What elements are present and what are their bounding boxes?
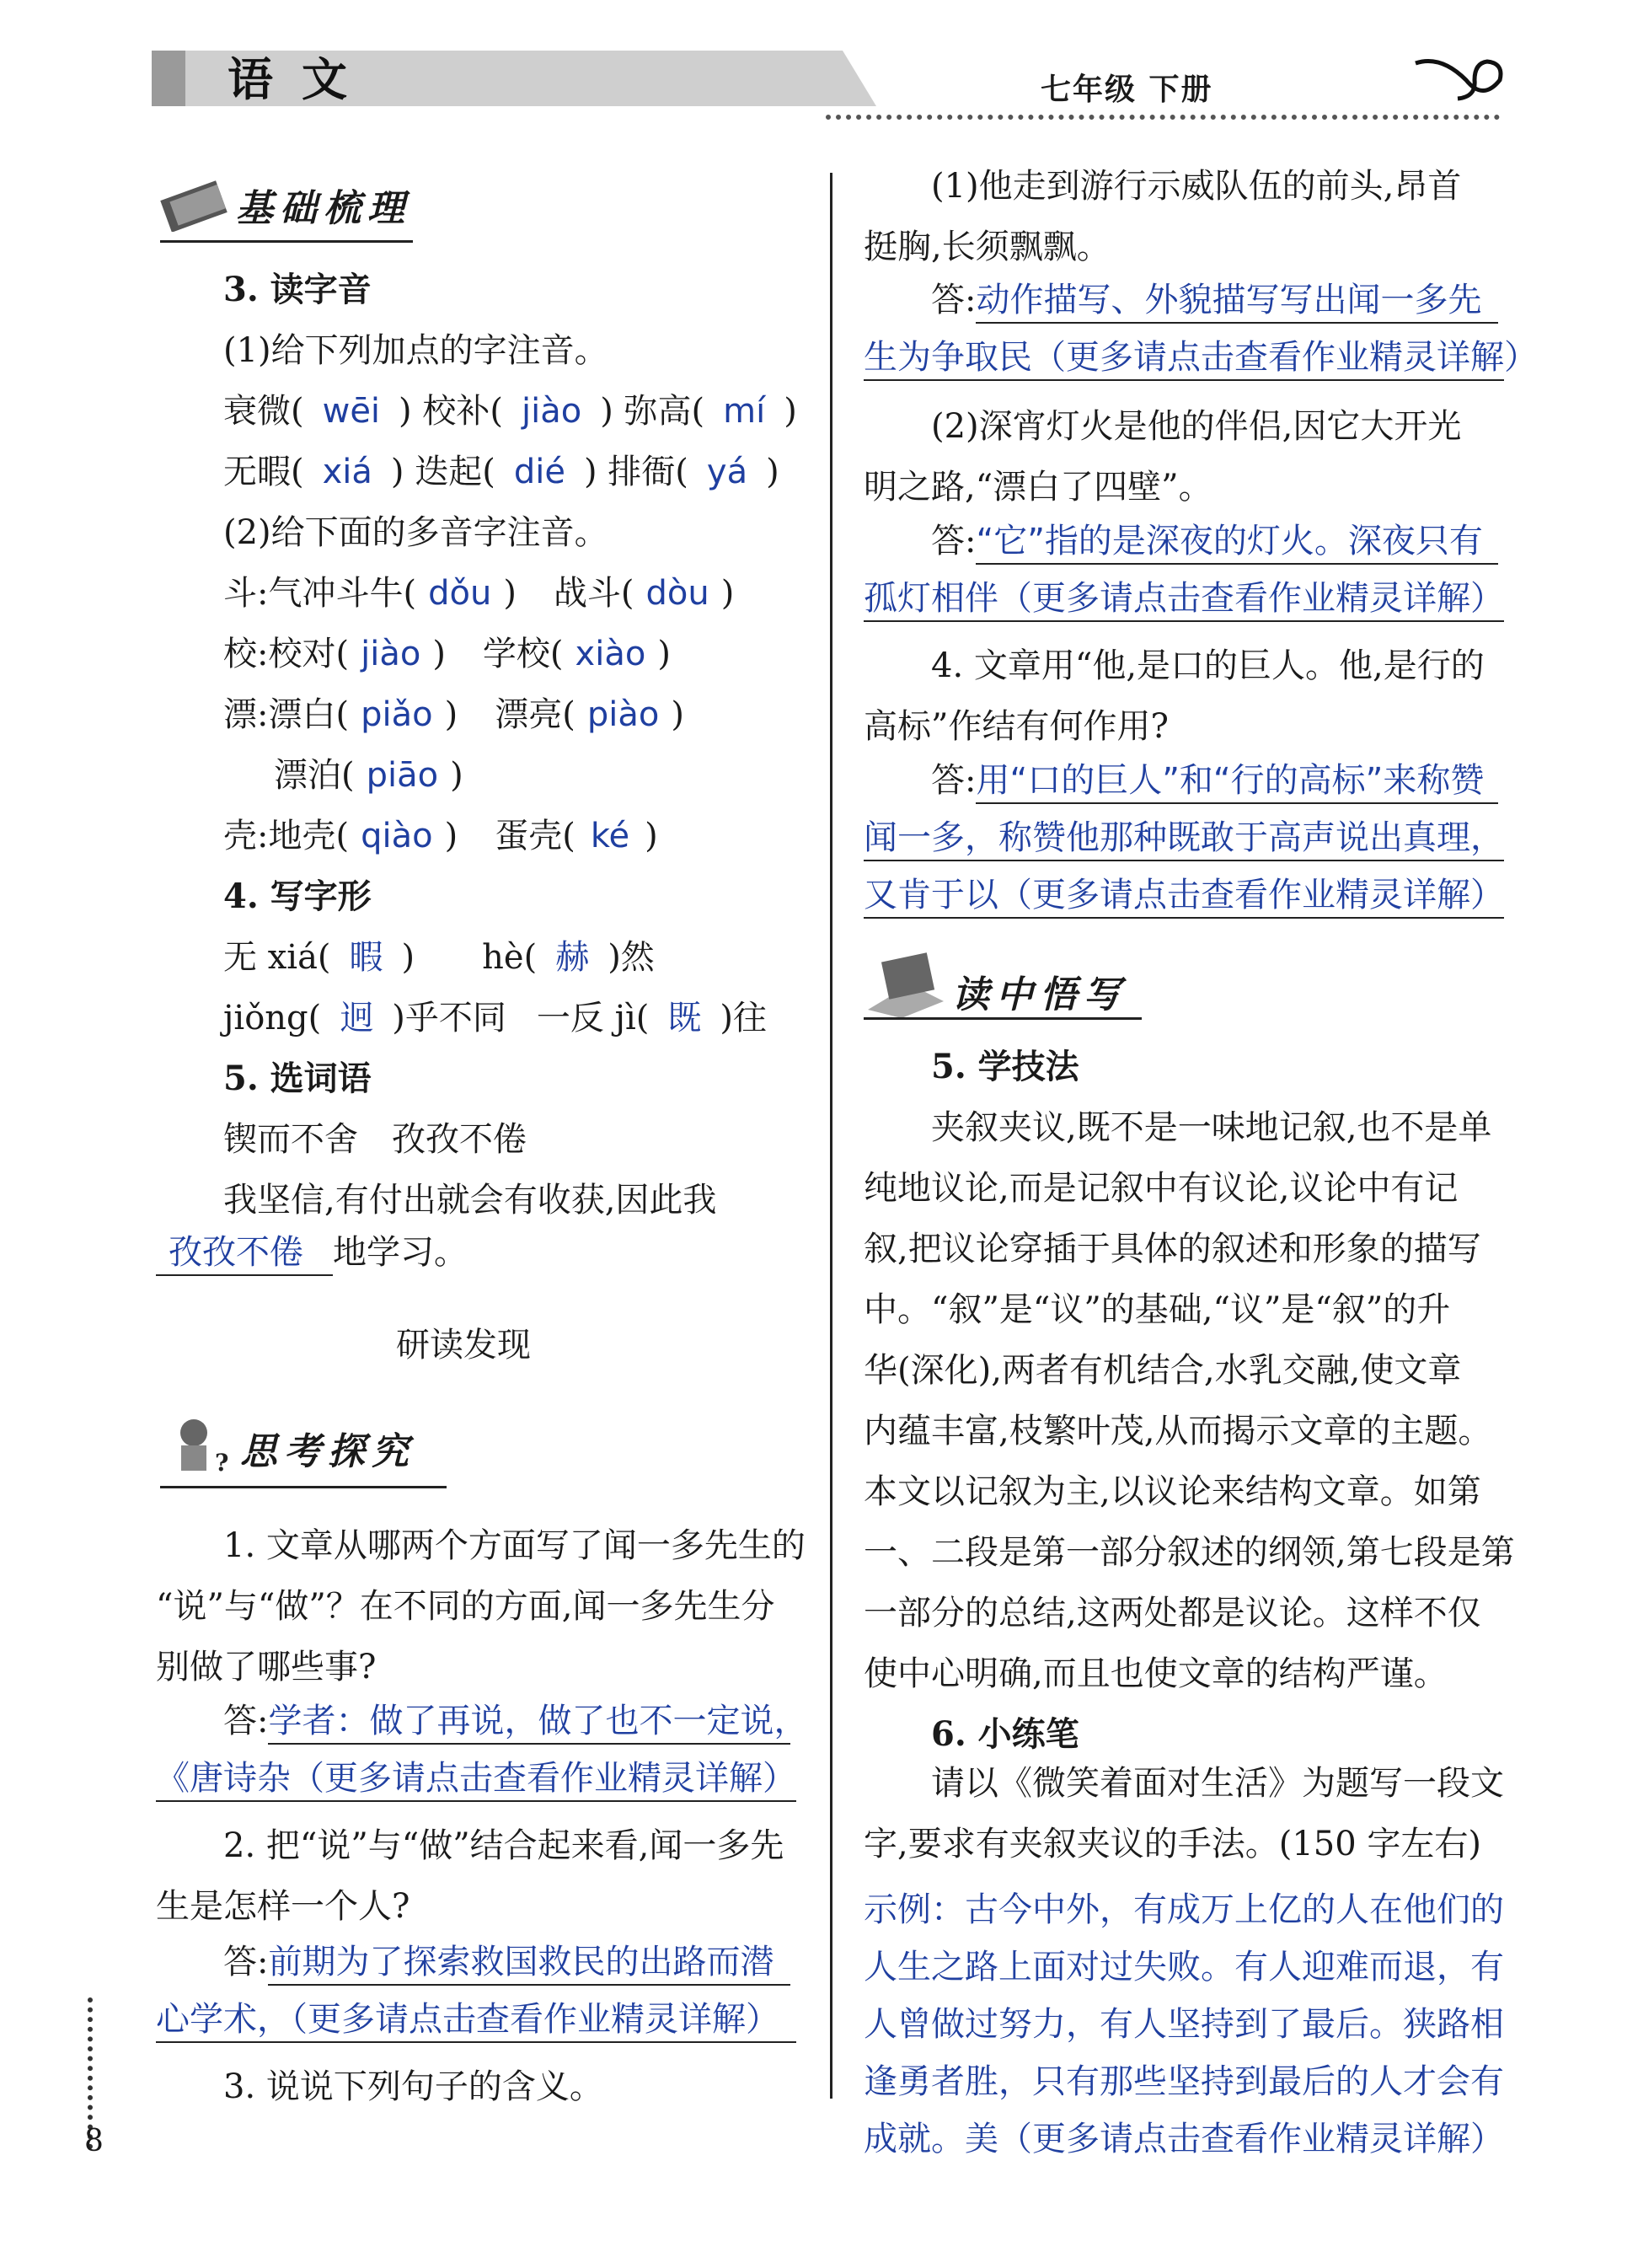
section-write-banner bbox=[859, 951, 1127, 1018]
q5r-line-7: 一、二段是第一部分叙述的纲领,第七段是第 bbox=[864, 1533, 1515, 1572]
q2-text-1: 2. 把“说”与“做”结合起来看,闻一多先 bbox=[223, 1826, 784, 1865]
q4-title: 4. 写字形 bbox=[223, 877, 372, 916]
section-underline bbox=[864, 1017, 1142, 1020]
q4r-answer-1: 答:用“口的巨人”和“行的高标”来称赞 bbox=[931, 759, 1498, 804]
q1-answer-2: 《唐诗杂（更多请点击查看作业精灵详解） bbox=[156, 1756, 796, 1802]
polyphone-piao-1: 漂:漂白( piǎo ) 漂亮( piào ) bbox=[223, 695, 684, 734]
q5-sentence: 我坚信,有付出就会有收获,因此我 bbox=[223, 1181, 717, 1220]
q1-text-2: “说”与“做”？在不同的方面,闻一多先生分 bbox=[156, 1587, 775, 1626]
s2-text-1: (2)深宵灯火是他的伴侣,因它大开光 bbox=[931, 407, 1462, 446]
q3-title: 3. 读字音 bbox=[223, 270, 372, 309]
s1-text-1: (1)他走到游行示威队伍的前头,昂首 bbox=[931, 167, 1462, 206]
q4-row-2: jiǒng( 迥 )乎不同 一反 jì( 既 )往 bbox=[223, 999, 767, 1037]
book-icon bbox=[160, 173, 236, 232]
polyphone-dou: 斗:气冲斗牛( dǒu ) 战斗( dòu ) bbox=[223, 574, 735, 613]
q3b-text: 3. 说说下列句子的含义。 bbox=[223, 2067, 603, 2106]
header-logo-icon bbox=[1407, 46, 1508, 114]
q1-text-1: 1. 文章从哪两个方面写了闻一多先生的 bbox=[223, 1526, 806, 1565]
q6-answer-4: 成就。美（更多请点击查看作业精灵详解） bbox=[864, 2120, 1504, 2158]
calendar-icon bbox=[859, 951, 952, 1018]
q2-text-2: 生是怎样一个人? bbox=[156, 1887, 410, 1926]
page-number: 8 bbox=[84, 2124, 104, 2158]
q5-answer-line: 孜孜不倦 地学习。 bbox=[156, 1231, 468, 1276]
q4-row-1: 无 xiá( 暇 ) hè( 赫 )然 bbox=[223, 938, 655, 977]
polyphone-qiao: 壳:地壳( qiào ) 蛋壳( ké ) bbox=[223, 817, 658, 855]
section-think-banner bbox=[156, 1407, 415, 1475]
q4r-text-2: 高标”作结有何作用? bbox=[864, 707, 1169, 746]
study-title: 研读发现 bbox=[396, 1326, 531, 1365]
q4r-answer-3: 又肯于以（更多请点击查看作业精灵详解） bbox=[864, 873, 1504, 919]
q5r-line-1: 纯地议论,而是记叙中有议论,议论中有记 bbox=[864, 1169, 1459, 1208]
q1-text-3: 别做了哪些事? bbox=[156, 1648, 377, 1686]
thinking-figure-icon bbox=[156, 1407, 240, 1475]
q2-answer-2: 心学术，（更多请点击查看作业精灵详解） bbox=[156, 1997, 796, 2043]
q5-answer: 孜孜不倦 bbox=[156, 1231, 333, 1276]
q5r-title: 5. 学技法 bbox=[931, 1047, 1079, 1086]
q6-answer-1: 人生之路上面对过失败。有人迎难而退，有 bbox=[864, 1948, 1504, 1987]
q6-text-2: 字,要求有夹叙夹议的手法。(150 字左右) bbox=[864, 1825, 1481, 1863]
q5r-line-5: 内蕴丰富,枝繁叶茂,从而揭示文章的主题。 bbox=[864, 1412, 1492, 1450]
q5r-line-0: 夹叙夹议,既不是一味地记叙,也不是单 bbox=[931, 1108, 1492, 1147]
s1-text-2: 挺胸,长须飘飘。 bbox=[864, 228, 1111, 266]
q5r-line-2: 叙,把议论穿插于具体的叙述和形象的描写 bbox=[864, 1230, 1481, 1268]
section-think-title: 思考探究 bbox=[240, 1430, 415, 1473]
s1-answer-1: 答:动作描写、外貌描写写出闻一多先 bbox=[931, 278, 1498, 324]
q6-text-1: 请以《微笑着面对生活》为题写一段文 bbox=[931, 1764, 1504, 1803]
q6-answer-0: 示例：古今中外，有成万上亿的人在他们的 bbox=[864, 1890, 1504, 1929]
polyphone-piao-2: 漂泊( piāo ) bbox=[274, 756, 463, 795]
q5-title: 5. 选词语 bbox=[223, 1059, 372, 1098]
q3-1-text: (1)给下列加点的字注音。 bbox=[223, 331, 608, 370]
header-divider bbox=[826, 108, 1500, 120]
column-divider bbox=[830, 173, 832, 2099]
section-basic-banner bbox=[160, 173, 411, 232]
q6-answer-3: 逢勇者胜，只有那些坚持到最后的人才会有 bbox=[864, 2062, 1504, 2101]
q5r-line-3: 中。“叙”是“议”的基础,“议”是“叙”的升 bbox=[864, 1290, 1451, 1329]
section-basic-title: 基础梳理 bbox=[236, 187, 411, 230]
q1-answer-1: 答:学者：做了再说，做了也不一定说， bbox=[223, 1699, 790, 1745]
svg-text:?: ? bbox=[215, 1449, 229, 1475]
q6-answer-2: 人曾做过努力，有人坚持到了最后。狭路相 bbox=[864, 2005, 1504, 2044]
q5r-line-9: 使中心明确,而且也使文章的结构严谨。 bbox=[864, 1654, 1448, 1693]
header-grade: 七年级 下册 bbox=[1041, 72, 1213, 107]
q4r-answer-2: 闻一多，称赞他那种既敢于高声说出真理， bbox=[864, 816, 1504, 861]
q5r-line-8: 一部分的总结,这两处都是议论。这样不仅 bbox=[864, 1594, 1481, 1633]
section-underline bbox=[160, 240, 413, 243]
section-underline-2 bbox=[160, 1486, 447, 1488]
q4r-text-1: 4. 文章用“他,是口的巨人。他,是行的 bbox=[931, 646, 1485, 685]
q2-answer-1: 答:前期为了探索救国救民的出路而潜 bbox=[223, 1940, 790, 1986]
q5r-line-4: 华(深化),两者有机结合,水乳交融,使文章 bbox=[864, 1351, 1462, 1390]
q6-title: 6. 小练笔 bbox=[931, 1714, 1079, 1754]
s2-answer-2: 孤灯相伴（更多请点击查看作业精灵详解） bbox=[864, 576, 1504, 622]
q5-words: 锲而不舍 孜孜不倦 bbox=[223, 1120, 527, 1159]
q5r-line-6: 本文以记叙为主,以议论来结构文章。如第 bbox=[864, 1472, 1481, 1511]
polyphone-jiao: 校:校对( jiào ) 学校( xiào ) bbox=[223, 635, 671, 673]
s1-answer-2: 生为争取民（更多请点击查看作业精灵详解） bbox=[864, 335, 1504, 381]
q3-2-text: (2)给下面的多音字注音。 bbox=[223, 513, 608, 552]
s2-answer-1: 答:“它”指的是深夜的灯火。深夜只有 bbox=[931, 519, 1498, 565]
section-write-title: 读中悟写 bbox=[952, 973, 1127, 1016]
pinyin-row-1: 衰微( wēi ) 校补( jiào ) 弥高( mí ) bbox=[223, 392, 797, 431]
pinyin-row-2: 无暇( xiá ) 迭起( dié ) 排衙( yá ) bbox=[223, 453, 779, 491]
header-subject: 语文 bbox=[228, 52, 376, 106]
s2-text-2: 明之路,“漂白了四壁”。 bbox=[864, 468, 1212, 507]
